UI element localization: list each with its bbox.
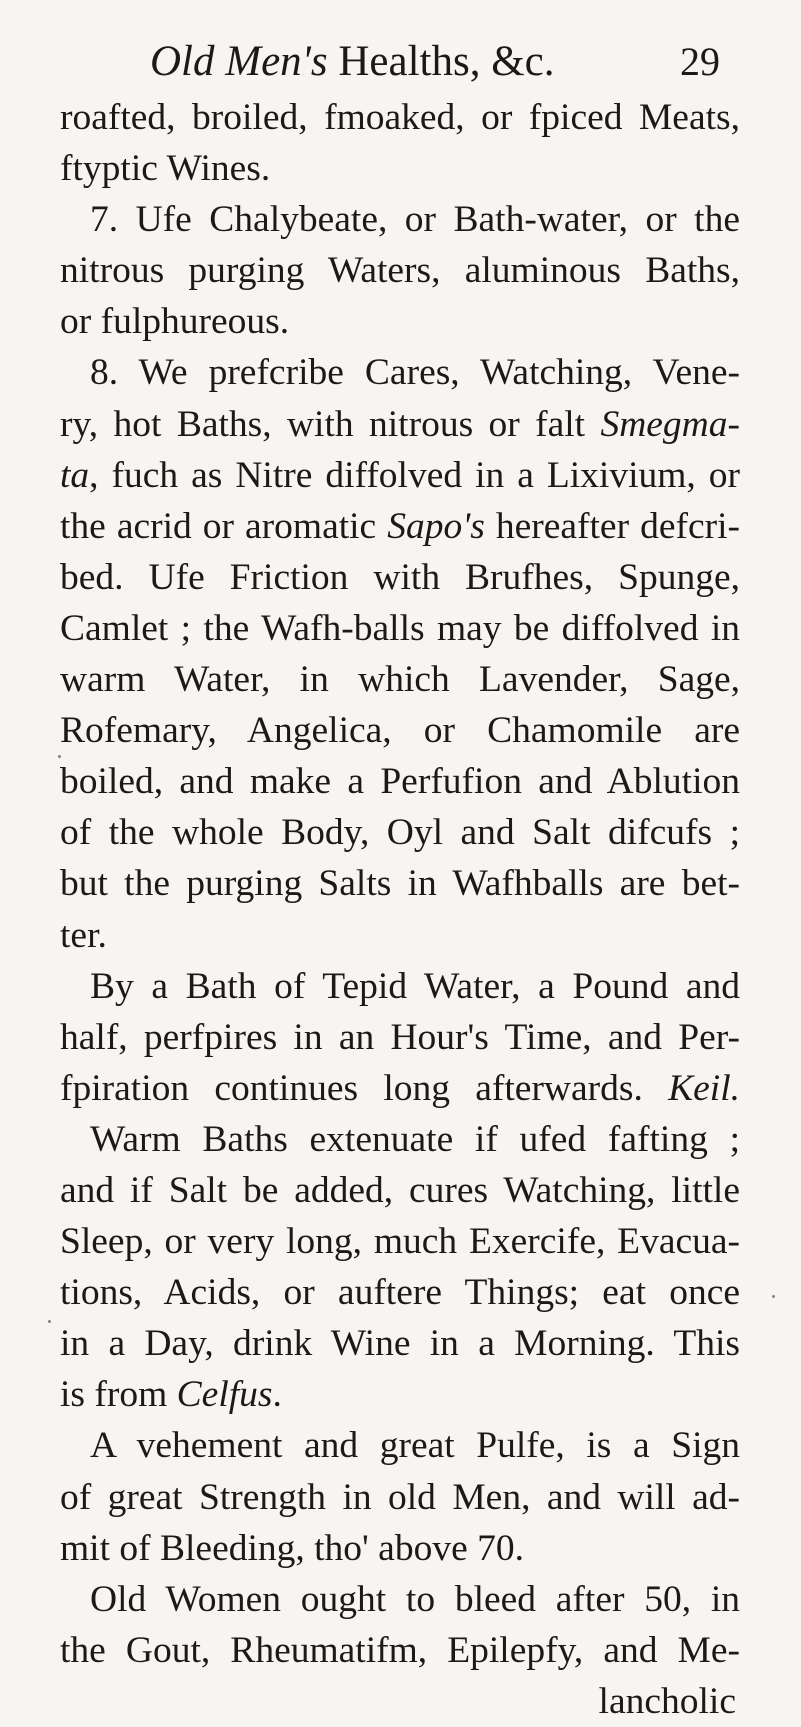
- text-line: [60, 399, 740, 450]
- text-line: [60, 1216, 740, 1267]
- line-text: 8. We prefcribe Cares, Watching, Vene-: [90, 352, 740, 394]
- line-text: Rofemary, Angelica, or Chamomile are: [60, 710, 740, 752]
- italic-text: Smegma-: [600, 403, 740, 445]
- line-text: mit of Bleeding, tho' above 70.: [60, 1527, 524, 1569]
- paper-speck: [48, 1320, 51, 1323]
- line-text: lancholic: [598, 1680, 736, 1722]
- text-line: [60, 654, 740, 705]
- line-text: nitrous purging Waters, aluminous Baths,: [60, 250, 740, 292]
- text-line: [60, 961, 740, 1012]
- text-line: [60, 1574, 740, 1625]
- line-text: the Gout, Rheumatifm, Epilepfy, and Me-: [60, 1629, 740, 1671]
- line-text: ry, hot Baths, with nitrous or falt: [60, 403, 601, 445]
- text-line: [60, 450, 740, 501]
- line-text: 7. Ufe Chalybeate, or Bath-water, or the: [90, 199, 740, 241]
- text-line: [60, 296, 740, 347]
- line-text: Camlet ; the Wafh-balls may be diffolved in: [60, 607, 740, 649]
- text-line: [60, 194, 740, 245]
- header-title-rest: Healths, &c.: [327, 38, 555, 85]
- line-text: , fuch as Nitre diffolved in a Lixivium, or: [89, 454, 740, 496]
- line-text: boiled, and make a Perfufion and Ablution: [60, 761, 740, 803]
- text-line: [60, 1523, 740, 1574]
- line-text: in a Day, drink Wine in a Morning. This: [60, 1323, 740, 1365]
- line-text: warm Water, in which Lavender, Sage,: [60, 659, 740, 701]
- line-text: of great Strength in old Men, and will ad-: [60, 1476, 740, 1518]
- text-line: [60, 603, 740, 654]
- text-line: [60, 552, 740, 603]
- text-line: [60, 807, 740, 858]
- text-line: [60, 705, 740, 756]
- text-line: [60, 1063, 740, 1114]
- line-text: .: [272, 1374, 282, 1416]
- text-line: [60, 1625, 740, 1676]
- line-text: By a Bath of Tepid Water, a Pound and: [90, 965, 740, 1007]
- line-text: of the whole Body, Oyl and Salt difcufs ;: [60, 812, 740, 854]
- line-text: or fulphureous.: [60, 301, 290, 343]
- line-text: roafted, broiled, fmoaked, or fpiced Meats,: [60, 97, 740, 138]
- line-text: ftyptic Wines.: [60, 148, 271, 190]
- text-line: [60, 1318, 740, 1369]
- text-line: [60, 245, 740, 296]
- text-line: [60, 1267, 740, 1318]
- line-text: Sleep, or very long, much Exercife, Evacua-: [60, 1221, 740, 1263]
- italic-text: Celfus: [176, 1374, 273, 1416]
- line-text: the acrid or aromatic: [60, 505, 388, 547]
- paper-speck: [772, 1295, 775, 1298]
- text-line: [60, 858, 740, 909]
- text-line: [60, 1012, 740, 1063]
- line-text: A vehement and great Pulfe, is a Sign: [90, 1425, 740, 1467]
- text-line: [60, 92, 740, 143]
- italic-text: Sapo's: [387, 505, 485, 547]
- text-line: [60, 1676, 740, 1727]
- italic-text: ta: [60, 454, 90, 496]
- italic-text: Keil.: [668, 1067, 740, 1109]
- text-line: [60, 1472, 740, 1523]
- text-line: [60, 910, 740, 961]
- text-line: [60, 1420, 740, 1471]
- line-text: hereafter defcri-: [484, 505, 740, 547]
- header-title-italic: Old Men's: [150, 38, 328, 85]
- line-text: bed. Ufe Friction with Brufhes, Spunge,: [60, 556, 740, 598]
- line-text: and if Salt be added, cures Watching, little: [60, 1169, 740, 1211]
- text-line: [60, 143, 740, 194]
- text-line: [60, 347, 740, 398]
- line-text: ter.: [60, 914, 107, 956]
- text-line: [60, 1369, 740, 1420]
- running-header: [150, 32, 720, 92]
- text-line: [60, 501, 740, 552]
- text-line: [60, 756, 740, 807]
- text-line: [60, 1114, 740, 1165]
- paper-speck: [58, 755, 61, 758]
- line-text: half, perfpires in an Hour's Time, and Per-: [60, 1016, 740, 1058]
- page-number: 29: [680, 39, 720, 84]
- text-line: [60, 1165, 740, 1216]
- line-text: Warm Baths extenuate if ufed fafting ;: [90, 1118, 740, 1160]
- line-text: tions, Acids, or auftere Things; eat once: [60, 1272, 740, 1314]
- body-text: [60, 92, 740, 1727]
- line-text: Old Women ought to bleed after 50, in: [90, 1578, 740, 1620]
- line-text: fpiration continues long afterwards.: [60, 1067, 669, 1109]
- line-text: is from: [60, 1374, 177, 1416]
- line-text: but the purging Salts in Wafhballs are bet-: [60, 863, 740, 905]
